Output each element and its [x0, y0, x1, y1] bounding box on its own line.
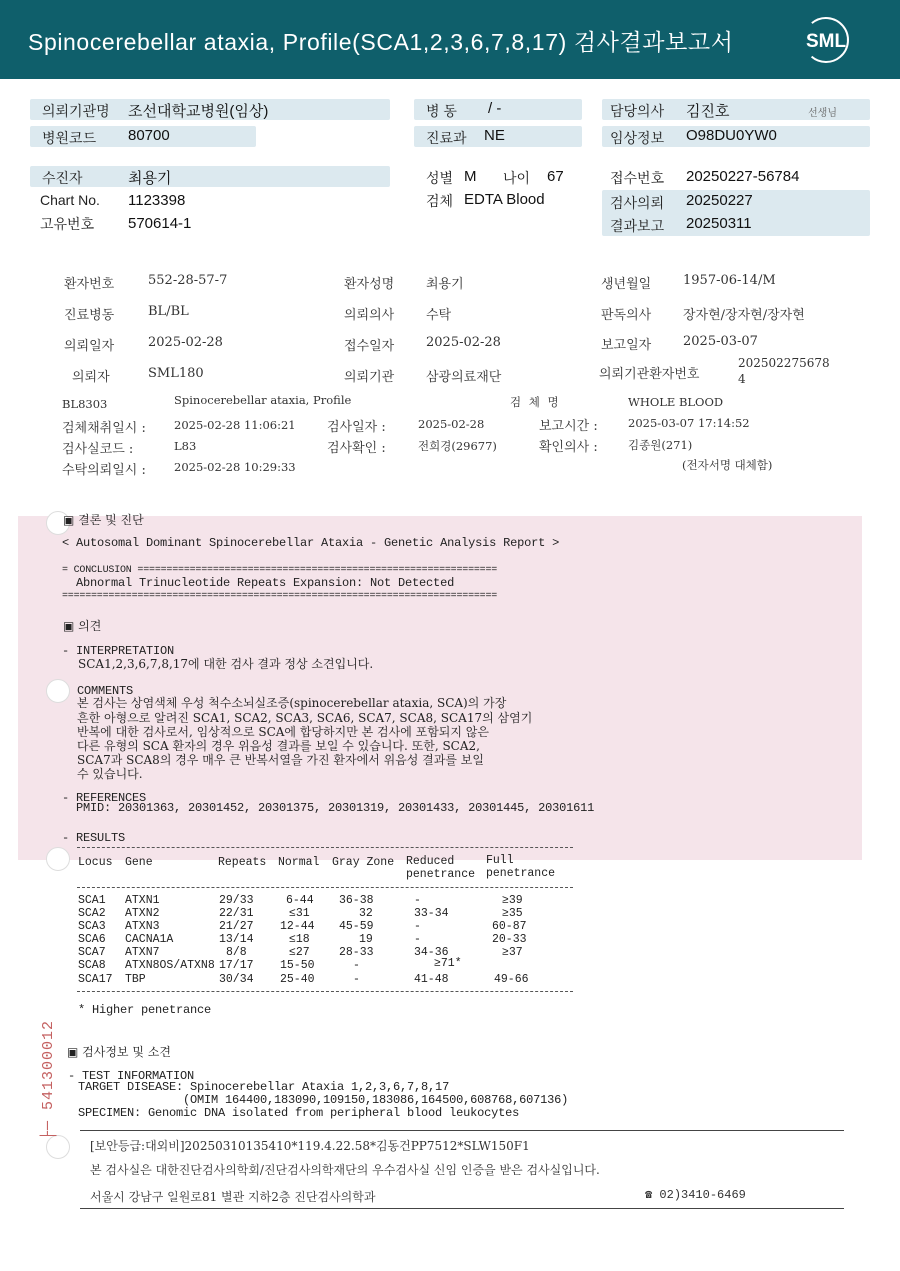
lab-code-value: L83	[174, 439, 197, 453]
row-full: 60-87	[492, 920, 527, 933]
unique-value: 570614-1	[128, 215, 192, 232]
chart-label: Chart No.	[40, 192, 100, 208]
report-label: 결과보고	[610, 218, 665, 234]
row-reduced: ≥71*	[434, 957, 462, 970]
pid-label: 환자번호	[64, 277, 115, 292]
rcv-date-value: 2025-02-28	[426, 335, 501, 350]
age-label: 나이	[503, 170, 531, 186]
confirm-label: 검사확인 :	[327, 441, 386, 456]
address-line: 서울시 강남구 일원로81 별관 지하2층 진단검사의학과	[90, 1190, 376, 1204]
institution-label: 의뢰기관명	[42, 103, 110, 119]
row-gene: ATXN8OS/ATXN8	[125, 959, 215, 972]
row-reduced: -	[414, 894, 421, 907]
conclusion-text: Abnormal Trinucleotide Repeats Expansion: Not Detected	[62, 576, 455, 590]
specimen-label: 검체	[426, 193, 454, 209]
row-normal: 15-50	[280, 959, 315, 972]
lab-code-label: 검사실코드 :	[62, 442, 134, 457]
request-label: 검사의뢰	[610, 195, 665, 211]
row-full: ≥35	[502, 907, 523, 920]
higher-penetrance-note: * Higher penetrance	[78, 1003, 212, 1017]
section-opinion-heading: ▣ 의견	[63, 619, 102, 633]
request-value: 20250227	[686, 192, 753, 209]
row-repeats: 17/17	[219, 959, 254, 972]
row-repeats: 22/31	[219, 907, 254, 920]
row-gray: -	[353, 973, 360, 986]
test-code: BL8303	[62, 397, 108, 411]
institution-value: 조선대학교병원(임상)	[128, 103, 269, 120]
row-gray: 19	[359, 933, 373, 946]
req-inst-value: 삼광의료재단	[426, 370, 502, 385]
clinical-label: 임상정보	[610, 130, 665, 146]
comments-heading: COMMENTS	[77, 684, 134, 698]
col-full-2: penetrance	[486, 867, 556, 880]
unique-label: 고유번호	[40, 216, 95, 232]
dob-value: 1957-06-14/M	[683, 273, 776, 288]
row-full: 49-66	[494, 973, 529, 986]
specimen-value: EDTA Blood	[464, 191, 545, 208]
read-doc-value: 장자현/장자현/장자현	[683, 308, 805, 323]
row-repeats: 8/8	[226, 946, 247, 959]
report-value: 20250311	[686, 215, 752, 232]
patient-value: 최용기	[128, 170, 172, 187]
report-header	[0, 0, 900, 79]
row-normal: 6-44	[286, 894, 314, 907]
col-locus: Locus	[78, 856, 113, 869]
read-doc-label: 판독의사	[601, 308, 652, 323]
report-time-value: 2025-03-07 17:14:52	[628, 416, 750, 430]
punch-hole-icon	[46, 679, 70, 703]
row-repeats: 29/33	[219, 894, 254, 907]
target-disease-line: TARGET DISEASE: Spinocerebellar Ataxia 1,2,3,6,7,8,17	[64, 1080, 450, 1094]
accept-value: 2025-02-28 10:29:33	[174, 460, 296, 474]
row-gray: 32	[359, 907, 373, 920]
row-locus: SCA1	[78, 894, 106, 907]
row-gray: 28-33	[339, 946, 374, 959]
receipt-label: 접수번호	[610, 170, 665, 186]
ward-label: 병 동	[426, 103, 457, 119]
col-gray: Gray Zone	[332, 856, 395, 869]
row-reduced: 34-36	[414, 946, 449, 959]
dob-label: 생년월일	[601, 277, 652, 292]
doctor-label: 담당의사	[610, 103, 665, 119]
col-normal: Normal	[278, 856, 320, 869]
phone-line: ☎ 02)3410-6469	[645, 1188, 746, 1202]
row-gray: -	[353, 959, 360, 972]
sml-logo-icon	[800, 14, 852, 66]
col-reduced-1: Reduced	[406, 855, 455, 868]
specimen-name-value: WHOLE BLOOD	[628, 395, 724, 409]
inst-pid-label: 의뢰기관환자번호	[599, 367, 700, 382]
rcv-date-label: 접수일자	[344, 339, 395, 354]
report-time-label: 보고시간 :	[539, 419, 598, 434]
results-heading: - RESULTS	[62, 831, 126, 845]
esign-note: (전자서명 대체함)	[682, 458, 773, 472]
col-reduced-2: penetrance	[406, 868, 476, 881]
doctor-suffix: 선생님	[808, 108, 837, 119]
comments-line-6: 수 있습니다.	[77, 767, 143, 781]
row-gene: ATXN3	[125, 920, 160, 933]
table-rule-mid	[77, 887, 573, 888]
row-normal: ≤31	[289, 907, 310, 920]
row-gene: CACNA1A	[125, 933, 174, 946]
clinical-value: O98DU0YW0	[686, 127, 777, 144]
row-gene: ATXN1	[125, 894, 160, 907]
row-locus: SCA8	[78, 959, 106, 972]
req-doc-value: 수탁	[426, 308, 452, 323]
test-name: Spinocerebellar ataxia, Profile	[174, 393, 352, 407]
ward2-label: 진료병동	[64, 308, 115, 323]
row-full: ≥39	[502, 894, 523, 907]
specimen-name-label: 검 체 명	[510, 395, 561, 409]
confirm-doc-value: 김종원(271)	[628, 438, 693, 452]
row-full: ≥37	[502, 946, 523, 959]
hospital-code-value: 80700	[128, 127, 170, 144]
confirm-value: 전희경(29677)	[418, 439, 497, 453]
collect-value: 2025-02-28 11:06:21	[174, 418, 296, 432]
row-gray: 36-38	[339, 894, 374, 907]
hospital-code-label: 병원코드	[42, 130, 97, 146]
row-gray: 45-59	[339, 920, 374, 933]
row-locus: SCA3	[78, 920, 106, 933]
row-locus: SCA17	[78, 973, 113, 986]
security-line: [보안등급:대외비]20250310135410*119.4.22.58*김동건PP7512*SLW150F1	[90, 1139, 530, 1153]
section-result-heading: ▣ 결론 및 진단	[63, 513, 144, 527]
comments-line-4: 다른 유형의 SCA 환자의 경우 위음성 결과를 보일 수 있습니다. 또한, SCA2,	[77, 739, 480, 753]
row-repeats: 30/34	[219, 973, 254, 986]
test-info-heading: - TEST INFORMATION	[68, 1069, 195, 1083]
col-full-1: Full	[486, 854, 514, 867]
row-normal: 12-44	[280, 920, 315, 933]
row-reduced: -	[414, 933, 421, 946]
name-label: 환자성명	[344, 277, 395, 292]
col-gene: Gene	[125, 856, 153, 869]
interpretation-heading: - INTERPRETATION	[62, 644, 175, 658]
conclusion-line: = CONCLUSION ==============================================================	[62, 565, 498, 576]
row-normal: ≤18	[289, 933, 310, 946]
test-date-label: 검사일자 :	[327, 420, 386, 435]
sex-value: M	[464, 168, 477, 185]
row-repeats: 13/14	[219, 933, 254, 946]
receipt-value: 20250227-56784	[686, 168, 800, 185]
requester-label: 의뢰자	[72, 370, 110, 385]
req-doc-label: 의뢰의사	[344, 308, 395, 323]
specimen-line: SPECIMEN: Genomic DNA isolated from peripheral blood leukocytes	[64, 1106, 520, 1120]
row-full: 20-33	[492, 933, 527, 946]
confirm-doc-label: 확인의사 :	[539, 440, 598, 455]
inst-pid-value-1: 202502275678	[738, 356, 830, 370]
punch-hole-icon	[46, 847, 70, 871]
req-date-label: 의뢰일자	[64, 339, 115, 354]
col-repeats: Repeats	[218, 856, 267, 869]
req-inst-label: 의뢰기관	[344, 370, 395, 385]
row-locus: SCA6	[78, 933, 106, 946]
patient-box	[30, 166, 390, 187]
table-rule-top	[77, 847, 573, 848]
dept-label: 진료과	[426, 130, 467, 146]
row-locus: SCA7	[78, 946, 106, 959]
references-heading: - REFERENCES	[62, 791, 147, 805]
row-locus: SCA2	[78, 907, 106, 920]
footer-rule-bottom	[80, 1208, 844, 1209]
interpretation-text: SCA1,2,3,6,7,8,17에 대한 검사 결과 정상 소견입니다.	[78, 657, 374, 671]
inst-pid-value-2: 4	[738, 372, 746, 386]
row-repeats: 21/27	[219, 920, 254, 933]
ward-value: / -	[488, 100, 502, 117]
comments-line-3: 반복에 대한 검사로서, 임상적으로 SCA에 합당하지만 본 검사에 포함되지 않은	[77, 725, 489, 739]
req-date-value: 2025-02-28	[148, 335, 223, 350]
pid-value: 552-28-57-7	[148, 273, 228, 288]
row-reduced: 41-48	[414, 973, 449, 986]
row-gene: TBP	[125, 973, 146, 986]
dept-value: NE	[484, 127, 505, 144]
side-serial-number: ├─ 541300012	[40, 1019, 57, 1140]
row-normal: ≤27	[289, 946, 310, 959]
age-value: 67	[547, 168, 564, 185]
row-normal: 25-40	[280, 973, 315, 986]
sex-label: 성별	[426, 170, 454, 186]
report-title: Spinocerebellar ataxia, Profile(SCA1,2,3,6,7,8,17) 검사결과보고서	[28, 29, 734, 55]
ward2-value: BL/BL	[148, 304, 189, 319]
comments-line-5: SCA7과 SCA8의 경우 매우 큰 반복서열을 가진 환자에서 위음성 결과를 보일	[77, 753, 484, 767]
row-gene: ATXN7	[125, 946, 160, 959]
name-value: 최용기	[426, 277, 464, 292]
collect-label: 검체채취일시 :	[62, 421, 146, 436]
test-date-value: 2025-02-28	[418, 417, 485, 431]
footer-rule-top	[80, 1130, 844, 1131]
references-text: PMID: 20301363, 20301452, 20301375, 20301319, 20301433, 20301445, 20301611	[62, 801, 595, 815]
rep-date-value: 2025-03-07	[683, 334, 758, 349]
equals-line: ===========================================================================	[62, 591, 498, 602]
comments-line-2: 흔한 아형으로 알려진 SCA1, SCA2, SCA3, SCA6, SCA7, SCA8, SCA17의 삼염기	[77, 711, 533, 725]
requester-value: SML180	[148, 366, 204, 381]
report-title-line: < Autosomal Dominant Spinocerebellar Ataxia - Genetic Analysis Report >	[62, 536, 560, 550]
row-reduced: -	[414, 920, 421, 933]
table-rule-bottom	[77, 991, 573, 992]
doctor-value: 김진호	[686, 103, 730, 120]
section-testinfo-heading: ▣ 검사정보 및 소견	[67, 1045, 171, 1059]
rep-date-label: 보고일자	[601, 338, 652, 353]
omim-line: (OMIM 164400,183090,109150,183086,164500,608768,607136)	[64, 1093, 569, 1107]
certification-line: 본 검사실은 대한진단검사의학회/진단검사의학재단의 우수검사실 신임 인증을 받은 검사실입니다.	[90, 1163, 600, 1177]
patient-label: 수진자	[42, 170, 83, 186]
accept-label: 수탁의뢰일시 :	[62, 463, 146, 478]
sml-logo-text: SML	[805, 31, 847, 52]
comments-line-1: 본 검사는 상염색체 우성 척수소뇌실조증(spinocerebellar ataxia, SCA)의 가장	[77, 696, 507, 710]
row-reduced: 33-34	[414, 907, 449, 920]
chart-value: 1123398	[128, 192, 186, 209]
row-gene: ATXN2	[125, 907, 160, 920]
